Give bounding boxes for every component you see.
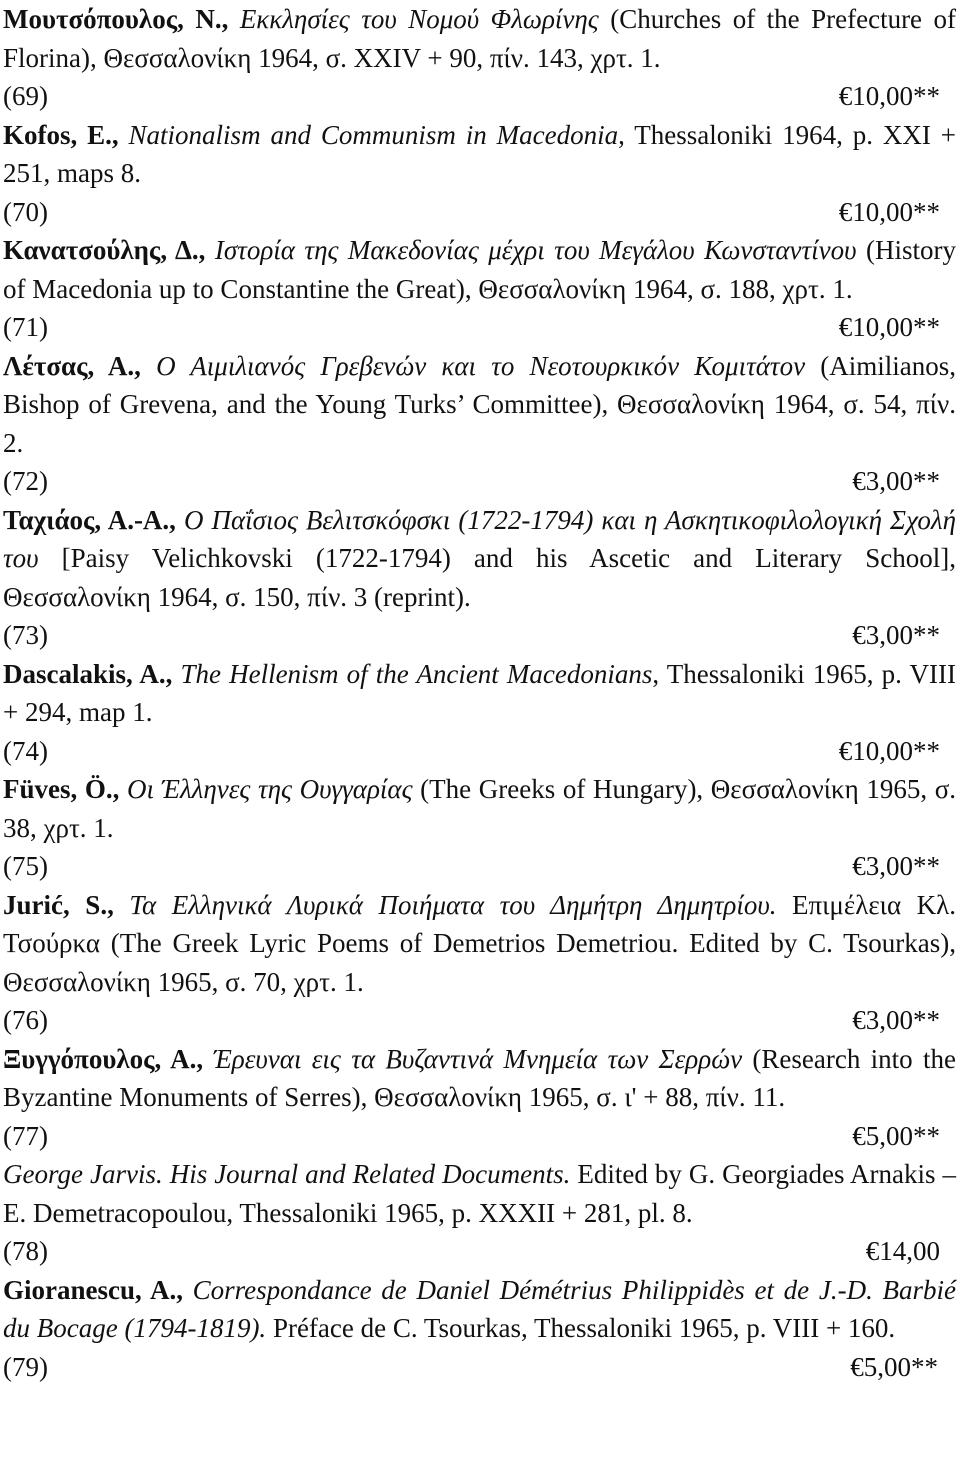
entry-price-line — [3, 732, 956, 771]
entry-details: , Thessaloniki 1965, p. VIII + 294, map 1. — [3, 658, 956, 727]
entry-price: €3,00** — [852, 851, 940, 881]
entry-author: Dascalakis, A., — [3, 658, 173, 689]
entry-details: (Aimilianos, Bishop of Grevena, and the Young Turks’ Committee), Θεσσαλονίκη 1964, σ. 54, πίν. 2. — [3, 350, 956, 458]
entry-title: Nationalism and Communism in Macedonia — [128, 119, 619, 150]
entry-price: €3,00** — [852, 620, 940, 650]
entry-title: The Hellenism of the Ancient Macedonians — [180, 658, 653, 689]
entry-price: €10,00** — [838, 735, 940, 766]
catalog-entry — [3, 1155, 956, 1271]
entry-price: €10,00** — [838, 196, 940, 227]
entry-price-line — [3, 616, 956, 655]
entry-details: (Research into the Byzantine Monuments of Serres), Θεσσαλονίκη 1965, σ. ι' + 88, πίν. 11. — [3, 1043, 956, 1112]
entry-author: Jurić, S., — [3, 889, 114, 920]
entry-details: (The Greeks of Hungary), Θεσσαλονίκη 1965, σ. 38, χρτ. 1. — [3, 774, 956, 843]
entry-title: Ιστορία της Μακεδονίας μέχρι του Μεγάλου Κωνσταντίνου — [214, 235, 857, 265]
entry-number: (69) — [3, 81, 48, 111]
entry-number: (73) — [3, 620, 48, 650]
entry-number: (72) — [3, 466, 48, 496]
entry-price-line — [3, 308, 956, 347]
entry-title: Ο Αιμιλιανός Γρεβενών και το Νεοτουρκικόν Κομιτάτον — [156, 350, 806, 381]
catalog-entry — [3, 886, 956, 1040]
catalog-entry — [3, 347, 956, 501]
catalog-entry — [3, 655, 956, 771]
entry-price-line — [3, 462, 956, 501]
entry-citation — [3, 1155, 956, 1232]
catalog-entry — [3, 231, 956, 347]
entry-author: Füves, Ö., — [3, 774, 120, 804]
entry-details: (Churches of the Prefecture of Florina), Θεσσαλονίκη 1964, σ. XXIV + 90, πίν. 143, χρτ. 1. — [3, 4, 957, 73]
entry-title: Ο Παΐσιος Βελιτσκόφσκι (1722-1794) και η Ασκητικοφιλολογική Σχολή του — [3, 504, 956, 573]
entry-price-line — [3, 1348, 956, 1387]
entry-details: [Paisy Velichkovski (1722-1794) and his Ascetic and Literary School], Θεσσαλονίκη 1964, σ. 150, πίν. 3 (reprint). — [3, 543, 956, 612]
entry-title: George Jarvis. His Journal and Related Documents. — [3, 1159, 571, 1189]
entry-price: €3,00** — [852, 1005, 940, 1035]
entry-details: Επιμέλεια Κλ. Τσούρκα (The Greek Lyric Poems of Demetrios Demetriou. Edited by C. Tsourkas), Θεσσαλονίκη 1965, σ. 70, χρτ. 1. — [3, 889, 956, 997]
entry-author: Μουτσόπουλος, Ν., — [3, 4, 229, 34]
entry-citation — [3, 886, 956, 1002]
catalog-entry — [3, 501, 956, 655]
entry-author: Gioranescu, A., — [3, 1274, 183, 1305]
entry-details: Edited by G. Georgiades Arnakis – E. Demetracopoulou, Thessaloniki 1965, p. XXXII + 281, pl. 8. — [3, 1159, 957, 1228]
entry-number: (71) — [3, 312, 48, 342]
entry-price-line — [3, 77, 956, 116]
entry-author: Λέτσας, Α., — [3, 350, 141, 381]
entry-number: (75) — [3, 851, 48, 881]
entry-title: Εκκλησίες του Νομού Φλωρίνης — [239, 4, 599, 34]
entry-price-line — [3, 193, 956, 232]
entry-citation — [3, 501, 956, 617]
entry-number: (74) — [3, 735, 48, 766]
entry-number: (70) — [3, 196, 48, 227]
entry-citation — [3, 1040, 956, 1117]
entry-citation — [3, 0, 956, 77]
entry-citation — [3, 770, 956, 847]
entry-number: (79) — [3, 1351, 48, 1382]
entry-price-line — [3, 1232, 956, 1271]
entry-price-line — [3, 847, 956, 886]
entry-price: €5,00** — [850, 1351, 938, 1382]
entry-citation — [3, 116, 956, 193]
entry-title: Correspondance de Daniel Démétrius Philippidès et de J.-D. Barbié du Bocage (1794-1819). — [3, 1274, 956, 1343]
entry-price: €10,00** — [838, 81, 940, 111]
entry-citation — [3, 231, 956, 308]
entry-details: , Thessaloniki 1964, p. XXI + 251, maps 8. — [3, 119, 956, 188]
entry-details: (History of Macedonia up to Constantine the Great), Θεσσαλονίκη 1964, σ. 188, χρτ. 1. — [3, 235, 956, 304]
entry-title: Έρευναι εις τα Βυζαντινά Μνημεία των Σερρών — [213, 1043, 743, 1074]
catalog-entry — [3, 1271, 956, 1387]
entry-citation — [3, 347, 956, 463]
entry-number: (78) — [3, 1236, 48, 1266]
entry-price: €10,00** — [838, 312, 940, 342]
entry-author: Κανατσούλης, Δ., — [3, 235, 206, 265]
entry-citation — [3, 1271, 956, 1348]
catalog-entry — [3, 116, 956, 232]
entry-author: Ξυγγόπουλος, Α., — [3, 1043, 204, 1074]
entry-price: €5,00** — [852, 1120, 940, 1151]
catalog-entry — [3, 0, 956, 116]
entry-title: Τα Ελληνικά Λυρικά Ποιήματα του Δημήτρη Δημητρίου. — [129, 889, 777, 920]
entry-number: (76) — [3, 1005, 48, 1035]
catalog-entry — [3, 770, 956, 886]
catalog-entry — [3, 1040, 956, 1156]
entry-price-line — [3, 1001, 956, 1040]
entry-price: €3,00** — [852, 466, 940, 496]
entry-price-line — [3, 1117, 956, 1156]
entry-price: €14,00 — [865, 1236, 940, 1266]
entry-details: Préface de C. Tsourkas, Thessaloniki 1965, p. VIII + 160. — [272, 1313, 896, 1343]
entry-number: (77) — [3, 1120, 48, 1151]
entry-author: Ταχιάος, Α.-Α., — [3, 504, 176, 535]
entry-author: Kofos, E., — [3, 119, 119, 150]
entry-title: Οι Έλληνες της Ουγγαρίας — [127, 774, 413, 804]
entry-citation — [3, 655, 956, 732]
